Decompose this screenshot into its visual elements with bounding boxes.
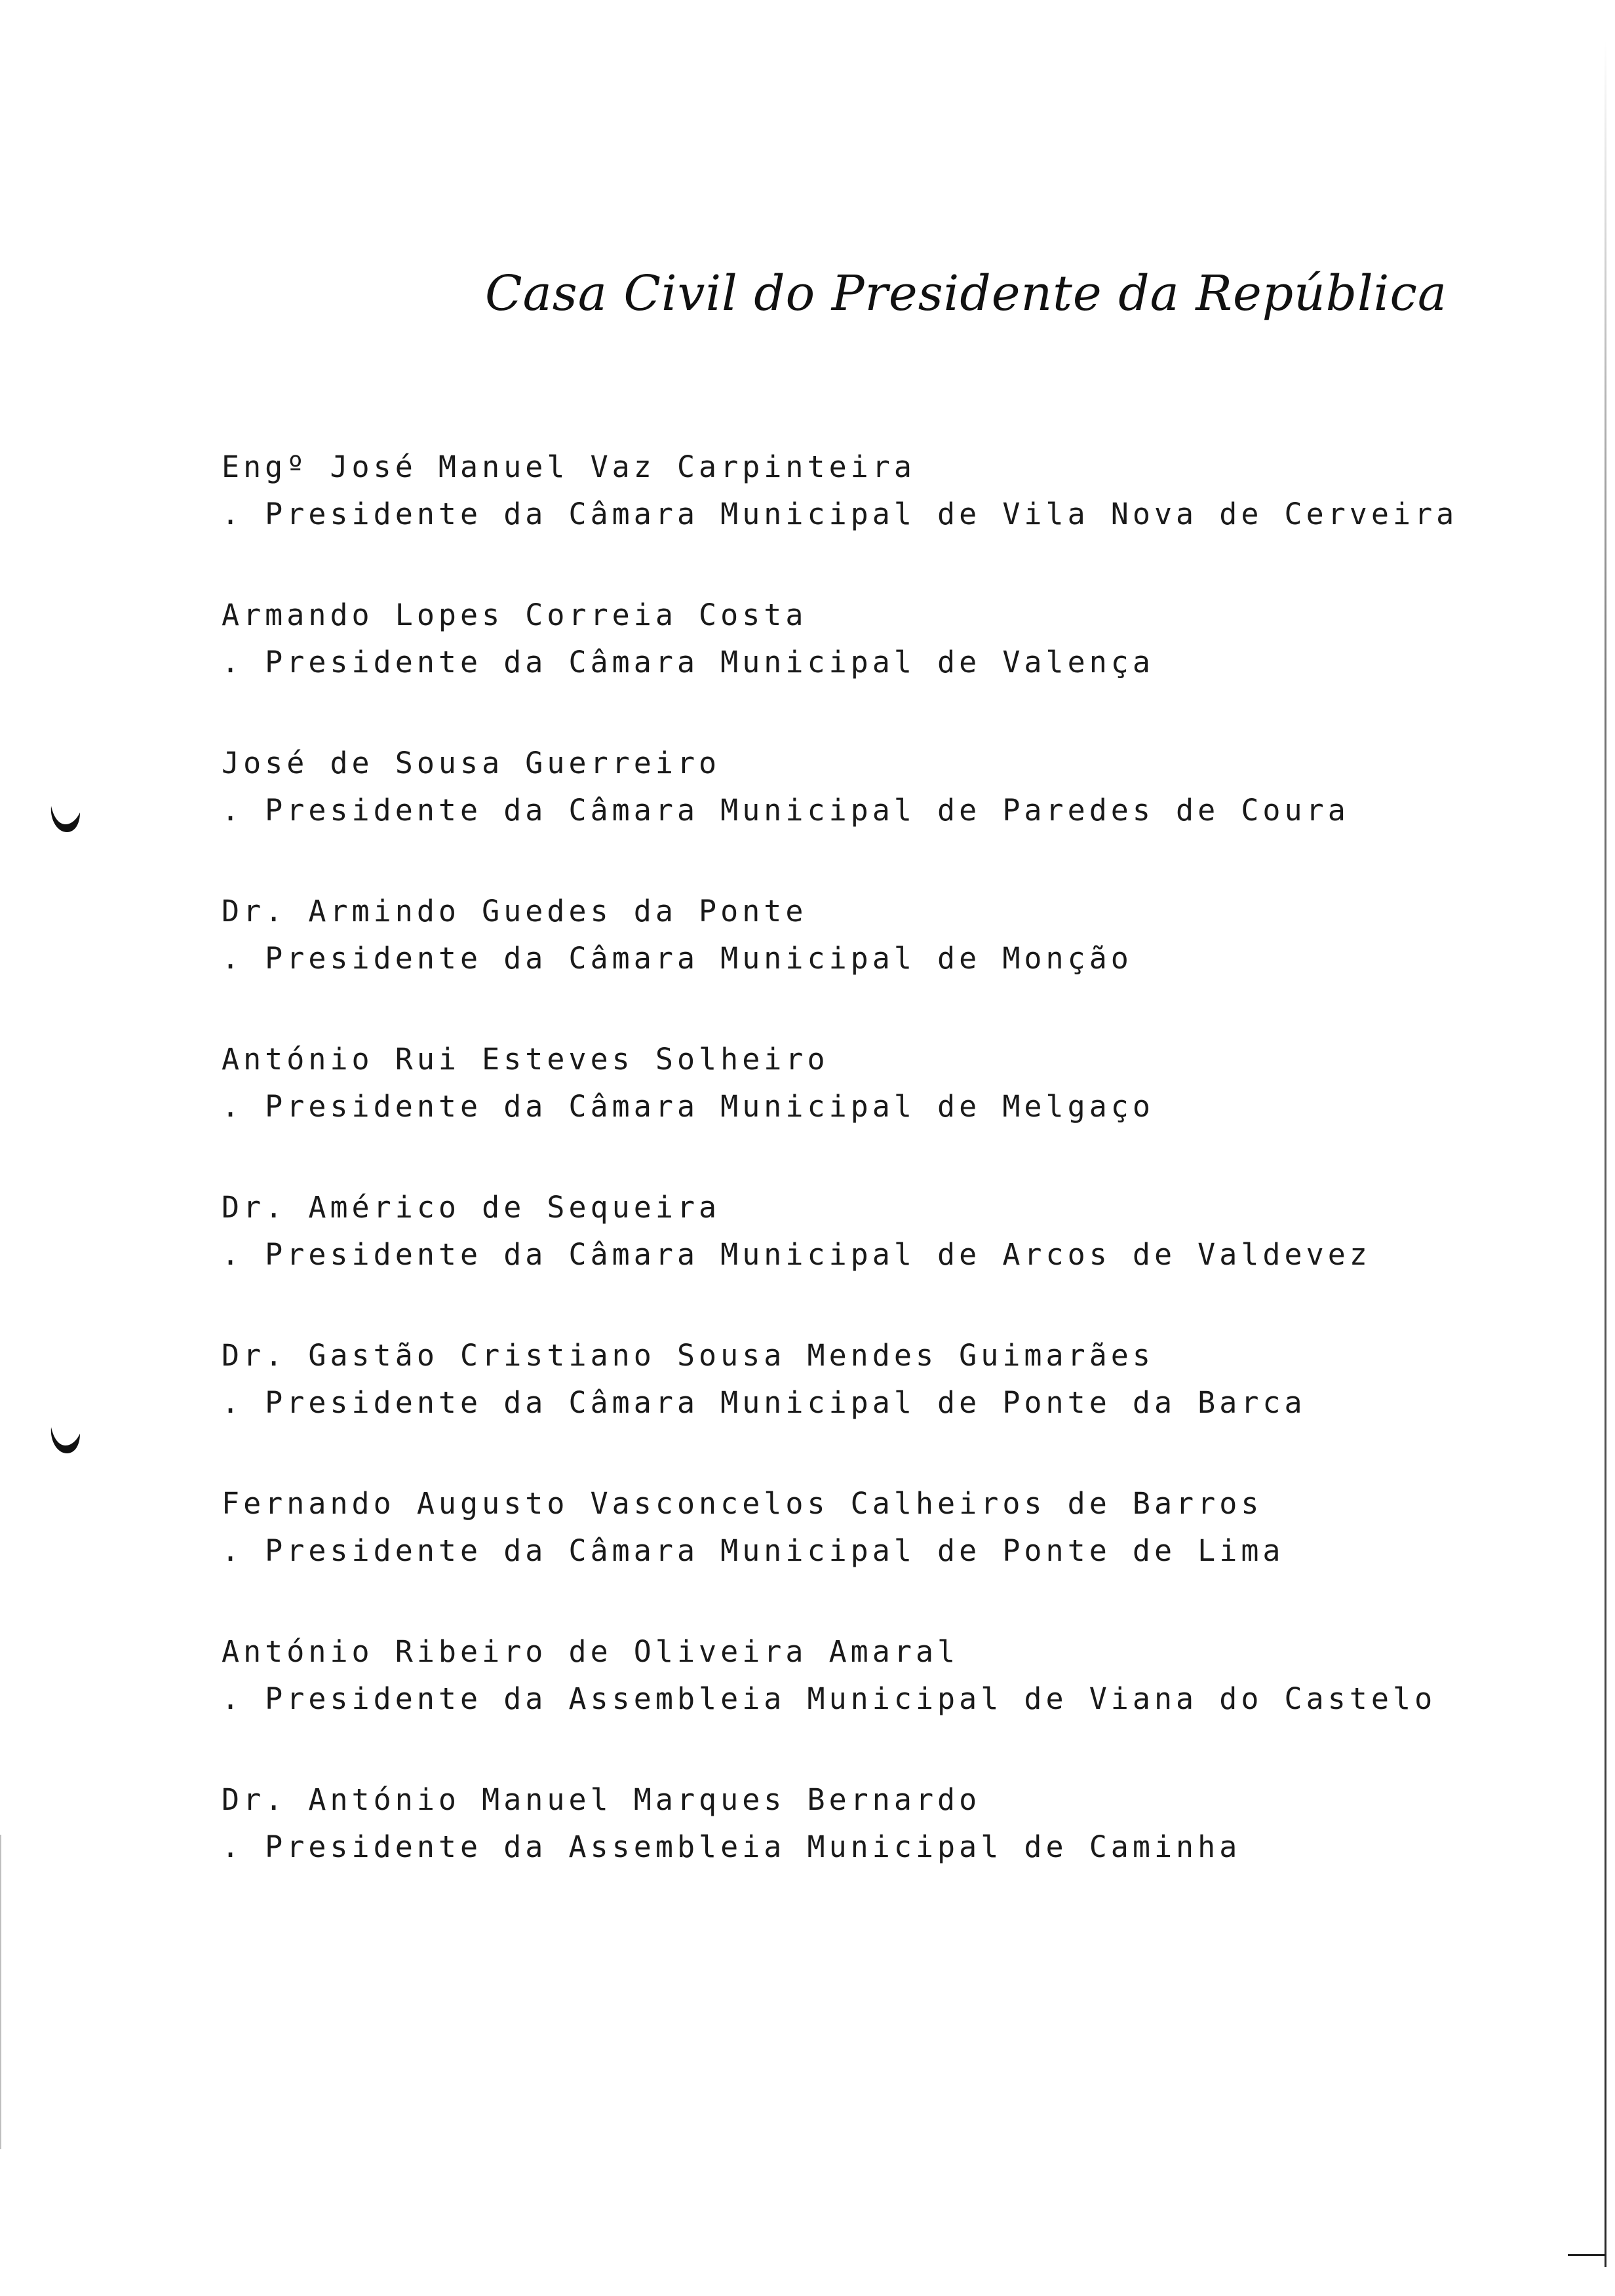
recipient-name: Dr. António Manuel Marques Bernardo bbox=[222, 1782, 981, 1817]
recipient-role: . Presidente da Câmara Municipal de Monção bbox=[222, 941, 1133, 976]
recipient-name: António Rui Esteves Solheiro bbox=[222, 1042, 829, 1077]
list-item bbox=[222, 1338, 1467, 1486]
recipient-role: . Presidente da Câmara Municipal de Arcos de Valdevez bbox=[222, 1237, 1371, 1272]
scan-edge-corner bbox=[1568, 2254, 1606, 2256]
list-item bbox=[222, 1486, 1467, 1634]
recipient-role: . Presidente da Assembleia Municipal de Caminha bbox=[222, 1829, 1241, 1864]
recipient-role: . Presidente da Câmara Municipal de Paredes de Coura bbox=[222, 793, 1350, 828]
recipient-name: António Ribeiro de Oliveira Amaral bbox=[222, 1634, 960, 1669]
recipient-name: Dr. Gastão Cristiano Sousa Mendes Guimarães bbox=[222, 1338, 1154, 1373]
recipient-name: Engº José Manuel Vaz Carpinteira bbox=[222, 450, 916, 484]
list-item bbox=[222, 598, 1467, 746]
list-item bbox=[222, 450, 1467, 598]
recipient-role: . Presidente da Câmara Municipal de Ponte de Lima bbox=[222, 1533, 1285, 1568]
recipient-name: Dr. Armindo Guedes da Ponte bbox=[222, 894, 808, 928]
recipient-name: Fernando Augusto Vasconcelos Calheiros de Barros bbox=[222, 1486, 1263, 1521]
scan-edge-right bbox=[1605, 39, 1606, 2267]
list-item bbox=[222, 1634, 1467, 1782]
list-item bbox=[222, 1042, 1467, 1190]
list-item bbox=[222, 1782, 1467, 1930]
recipient-name: Dr. Américo de Sequeira bbox=[222, 1190, 721, 1225]
recipient-role: . Presidente da Câmara Municipal de Vila Nova de Cerveira bbox=[222, 497, 1458, 531]
list-item bbox=[222, 1190, 1467, 1338]
recipient-name: Armando Lopes Correia Costa bbox=[222, 598, 808, 632]
list-item bbox=[222, 894, 1467, 1042]
recipient-name: José de Sousa Guerreiro bbox=[222, 746, 721, 780]
recipient-role: . Presidente da Câmara Municipal de Melgaço bbox=[222, 1089, 1154, 1124]
recipient-role: . Presidente da Câmara Municipal de Valença bbox=[222, 645, 1154, 679]
list-item bbox=[222, 746, 1467, 894]
recipient-list bbox=[222, 450, 1467, 1930]
punch-hole-icon bbox=[47, 801, 83, 836]
recipient-role: . Presidente da Assembleia Municipal de Viana do Castelo bbox=[222, 1681, 1437, 1716]
letterhead-title: Casa Civil do Presidente da República bbox=[485, 265, 1448, 322]
punch-hole-icon bbox=[47, 1422, 83, 1457]
recipient-role: . Presidente da Câmara Municipal de Ponte da Barca bbox=[222, 1385, 1306, 1420]
scan-edge-left bbox=[0, 1835, 1, 2149]
